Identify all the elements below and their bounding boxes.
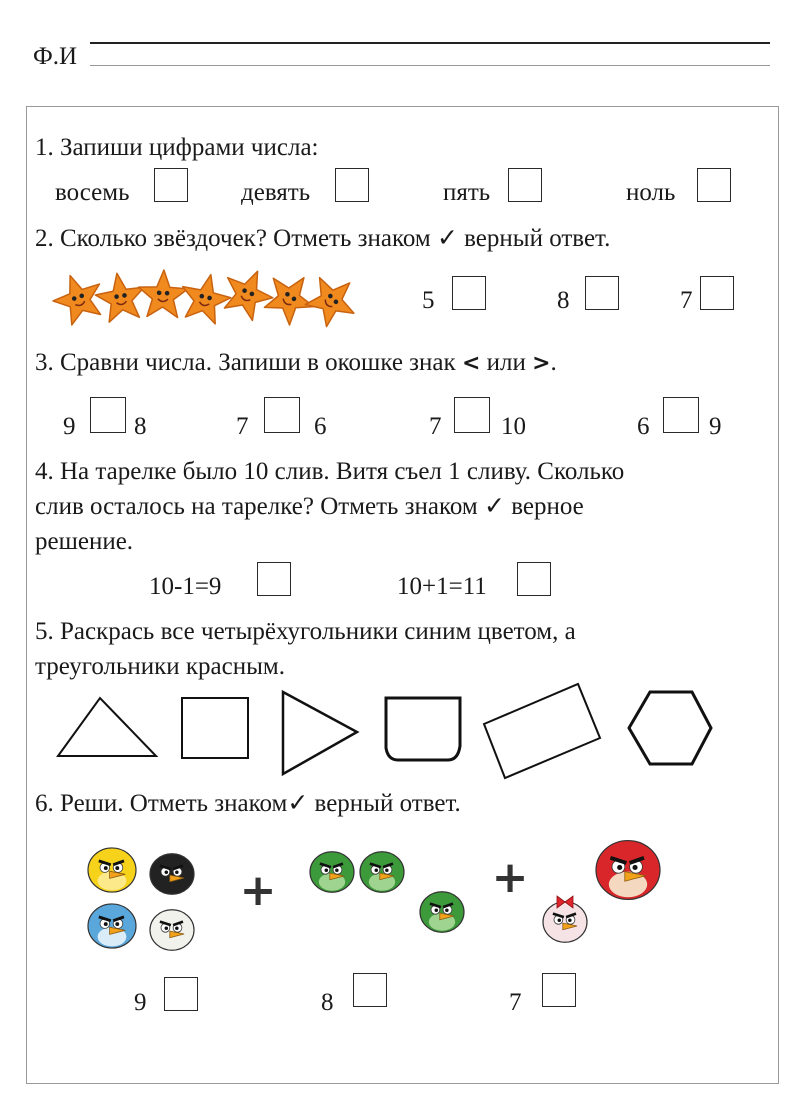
shape-hexagon[interactable] [629, 692, 711, 764]
q1-answer-box-2[interactable] [335, 168, 369, 202]
q2-option-2-box[interactable] [585, 276, 619, 310]
q3-pair-4-right: 9 [709, 413, 722, 440]
starfish-icon [216, 261, 280, 324]
starfish-icon [299, 265, 367, 333]
bird-icon [596, 841, 660, 900]
q3-pair-2-left: 7 [236, 413, 249, 440]
q3-title-end: . [550, 349, 557, 376]
name-label: Ф.И [33, 43, 78, 70]
shape-square[interactable] [182, 698, 248, 758]
q1-answer-box-1[interactable] [154, 168, 188, 202]
plus-sign-2: + [491, 852, 529, 903]
q3-title-or: или [480, 349, 533, 376]
q3-title-text: 3. Сравни числа. Запиши в окошке знак [35, 349, 462, 376]
q4-text-line-1: 4. На тарелке было 10 слив. Витя съел 1 сливу. Сколько [35, 458, 625, 485]
q4-option-1-box[interactable] [257, 562, 291, 596]
shape-triangle-2[interactable] [283, 692, 357, 774]
q1-title: 1. Запиши цифрами числа: [35, 134, 319, 161]
name-line-top [90, 42, 770, 44]
q1-word-4: ноль [626, 179, 676, 206]
q3-pair-1-left: 9 [63, 413, 76, 440]
q6-option-2-label: 8 [321, 989, 334, 1016]
plus-sign-1: + [239, 865, 277, 916]
q3-pair-4-box[interactable] [663, 397, 699, 433]
q6-option-3-box[interactable] [542, 973, 576, 1007]
q2-option-1-label: 5 [422, 287, 435, 314]
q4-option-2-box[interactable] [517, 562, 551, 596]
q6-option-3-label: 7 [509, 989, 522, 1016]
q3-pair-1-right: 8 [134, 413, 147, 440]
q4-option-2-label: 10+1=11 [397, 573, 487, 600]
q3-pair-3-box[interactable] [454, 397, 490, 433]
starfish-icon [176, 269, 235, 326]
q6-option-1-box[interactable] [164, 977, 198, 1011]
q3-pair-2-right: 6 [314, 413, 327, 440]
q3-pair-1-box[interactable] [90, 397, 126, 433]
bird-icon [88, 904, 136, 948]
q2-option-3-box[interactable] [700, 276, 734, 310]
bird-icon [150, 910, 194, 950]
shape-rectangle[interactable] [484, 684, 600, 778]
q3-sign-less: < [461, 351, 481, 376]
q4-text-line-2: слив осталось на тарелке? Отметь знаком ✓ верное [35, 493, 584, 520]
q3-title [35, 348, 557, 379]
starfish-icon [93, 269, 149, 323]
q6-title: 6. Реши. Отметь знаком✓ верный ответ. [35, 790, 461, 817]
q6-option-2-box[interactable] [353, 973, 387, 1007]
name-line-bottom[interactable] [90, 65, 770, 66]
q3-pair-3-right: 10 [501, 413, 526, 440]
q5-text-line-1: 5. Раскрась все четырёхугольники синим цветом, а [35, 618, 576, 645]
q4-option-1-label: 10-1=9 [149, 573, 222, 600]
q1-word-2: девять [241, 179, 311, 206]
q3-pair-4-left: 6 [637, 413, 650, 440]
q2-option-1-box[interactable] [452, 276, 486, 310]
q4-text-line-3: решение. [35, 528, 134, 555]
bird-icon [543, 896, 587, 942]
q1-word-1: восемь [55, 179, 130, 206]
bird-icon [310, 852, 354, 892]
angry-birds-illustration [0, 830, 800, 960]
q1-word-3: пять [443, 179, 491, 206]
shape-quadrilateral[interactable] [386, 698, 460, 760]
starfish-group [55, 262, 375, 332]
q6-option-1-label: 9 [134, 989, 147, 1016]
shape-triangle-1[interactable] [58, 698, 156, 756]
shapes-row [0, 680, 800, 790]
bird-icon [420, 892, 464, 932]
q3-sign-greater: > [532, 351, 551, 376]
q5-text-line-2: треугольники красным. [35, 653, 285, 680]
q2-title: 2. Сколько звёздочек? Отметь знаком ✓ верный ответ. [35, 225, 611, 252]
q3-pair-2-box[interactable] [264, 397, 300, 433]
q2-option-3-label: 7 [680, 287, 693, 314]
q1-answer-box-4[interactable] [697, 168, 731, 202]
bird-icon [88, 848, 136, 892]
bird-icon [150, 854, 194, 894]
q2-option-2-label: 8 [557, 287, 570, 314]
q3-pair-3-left: 7 [429, 413, 442, 440]
q1-answer-box-3[interactable] [508, 168, 542, 202]
bird-icon [360, 852, 404, 892]
starfish-icon [138, 269, 189, 318]
